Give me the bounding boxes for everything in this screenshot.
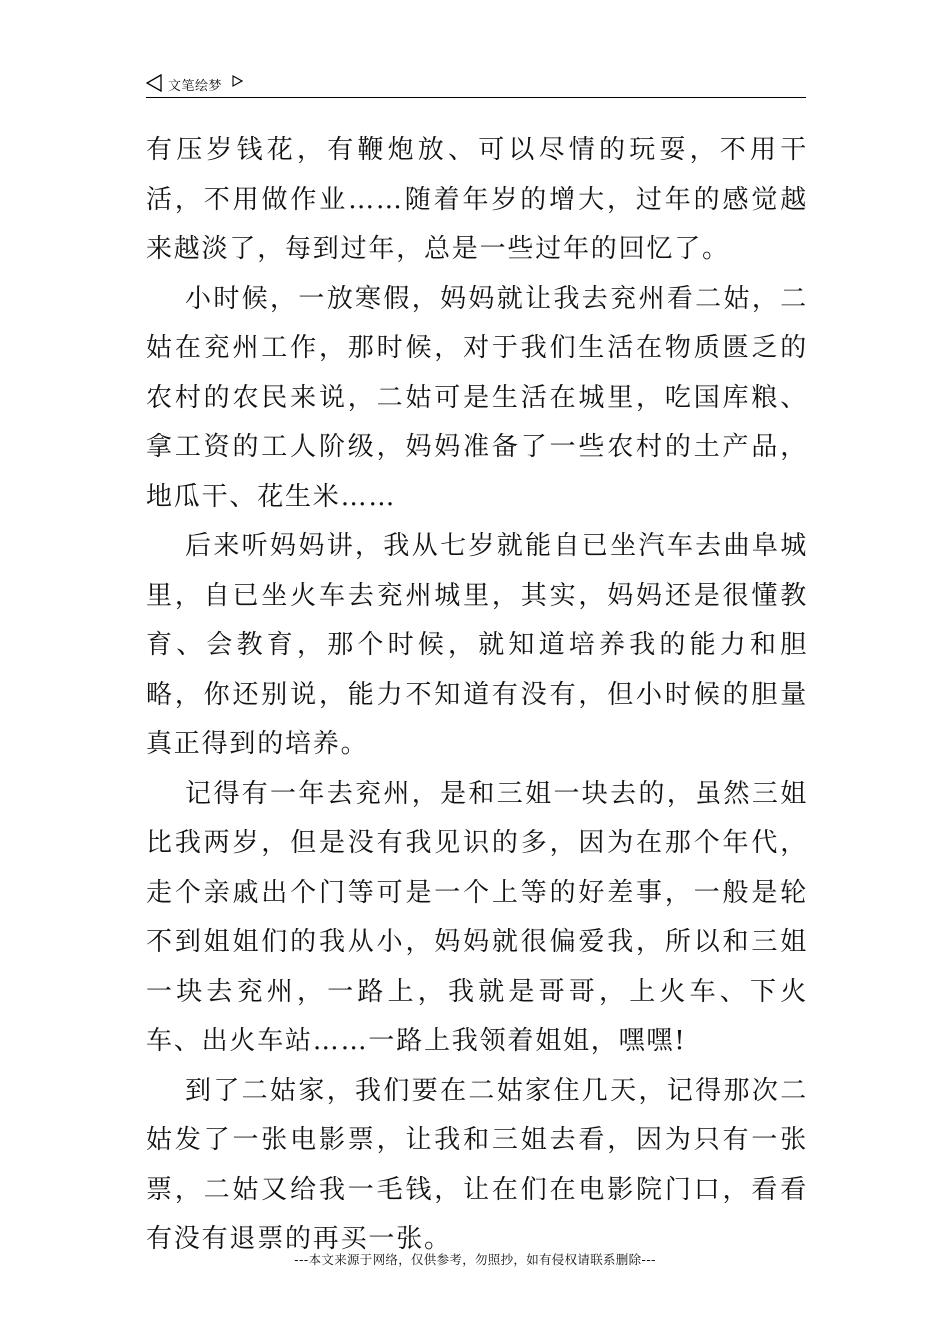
paragraph-1: 有压岁钱花，有鞭炮放、可以尽情的玩耍，不用干活，不用做作业……随着年岁的增大，过年的感觉越来越淡了，每到过年，总是一些过年的回忆了。 xyxy=(146,135,808,264)
header-title: 文笔绘梦 xyxy=(168,79,223,94)
footer-disclaimer: ---本文来源于网络，仅供参考，勿照抄，如有侵权请联系删除--- xyxy=(294,1252,656,1267)
page-header xyxy=(146,72,806,98)
paragraph-2: 小时候，一放寒假，妈妈就让我去兖州看二姑，二姑在兖州工作，那时候，对于我们生活在物质匮乏的农村的农民来说，二姑可是生活在城里，吃国库粮、拿工资的工人阶级，妈妈准备了一些农村的土产品，地瓜干、花生米…… xyxy=(146,283,808,512)
paragraph-5: 到了二姑家，我们要在二姑家住几天，记得那次二姑发了一张电影票，让我和三姐去看，因为只有一张票，二姑又给我一毛钱，让在们在电影院门口，看看有没有退票的再买一张。 xyxy=(146,1075,808,1254)
paragraph-4: 记得有一年去兖州，是和三姐一块去的，虽然三姐比我两岁，但是没有我见识的多，因为在那个年代，走个亲戚出个门等可是一个上等的好差事，一般是轮不到姐姐们的我从小，妈妈就很偏爱我，所以和三姐一块去兖州，一路上，我就是哥哥，上火车、下火车、出火车站……一路上我领着姐姐，嘿嘿! xyxy=(146,778,808,1056)
paragraph-3: 后来听妈妈讲，我从七岁就能自已坐汽车去曲阜城里，自已坐火车去兖州城里，其实，妈妈还是很懂教育、会教育，那个时候，就知道培养我的能力和胆略，你还别说，能力不知道有没有，但小时候的胆量真正得到的培养。 xyxy=(146,531,808,759)
triangle-right-icon xyxy=(232,75,243,87)
triangle-left-icon xyxy=(146,74,162,92)
document-body xyxy=(146,126,808,1265)
